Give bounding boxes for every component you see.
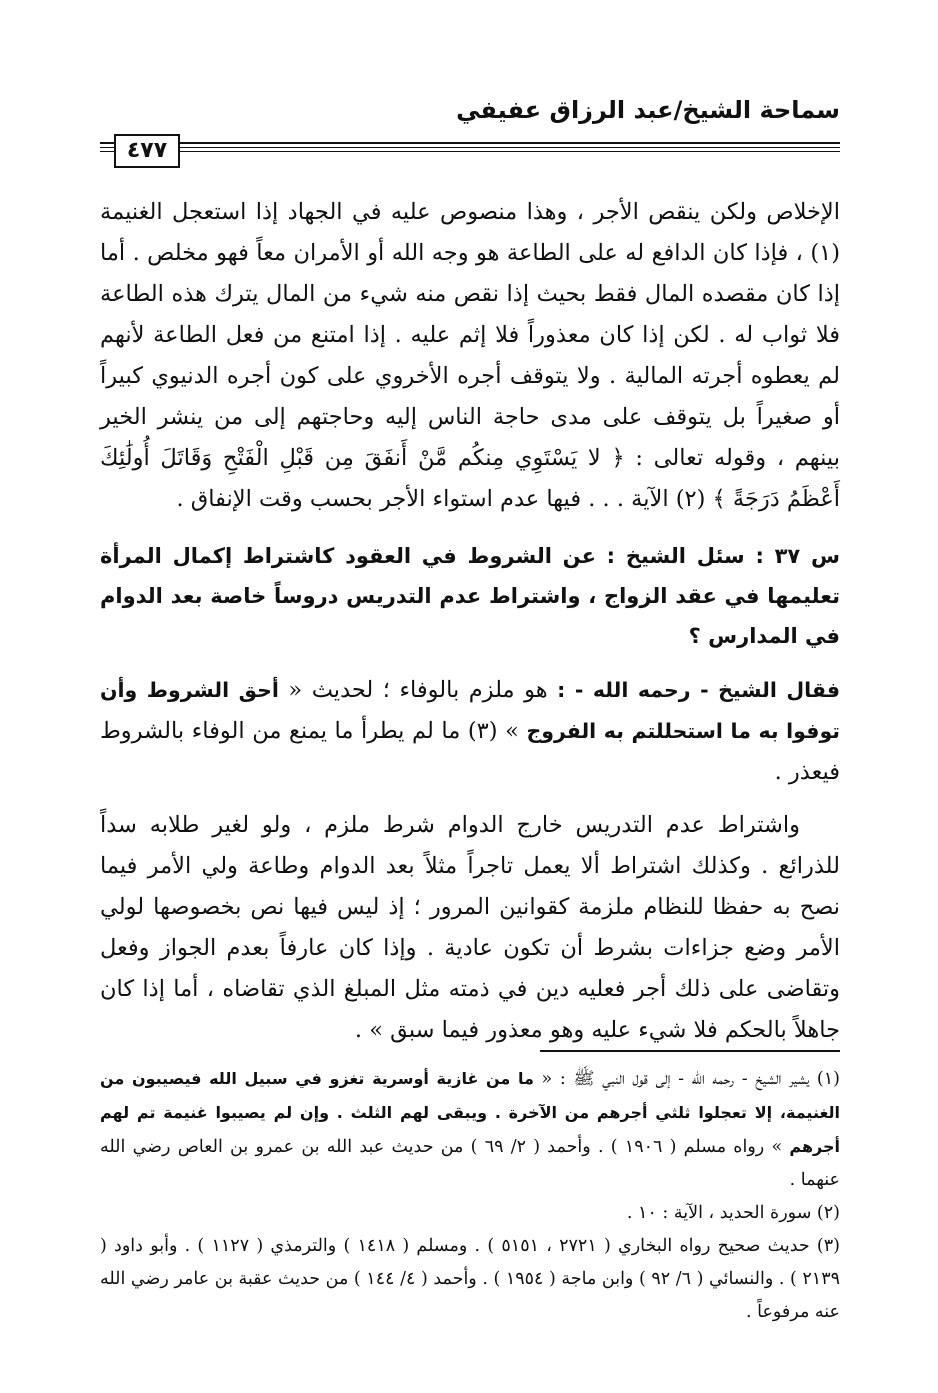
hadith-quote: أحق الشروط وأن توفوا به ما استحللتم به الفروج xyxy=(100,678,840,743)
page-number: ٤٧٧ xyxy=(114,134,180,168)
footnote-1-source: » رواه مسلم ( ١٩٠٦ ) . وأحمد ( ٢/ ٦٩ ) من حديث عبد الله بن عمرو بن العاص رضي الله عنهما . xyxy=(100,1137,840,1190)
footnote-2: (٢) سورة الحديد ، الآية : ١٠ . xyxy=(626,1203,840,1223)
footnote-1-intro: (١) يشير الشيخ - رحمه الله - إلى قول النبي ﷺ : « xyxy=(533,1069,840,1089)
answer-text-1: هو ملزم بالوفاء ؛ لحديث « xyxy=(278,677,558,703)
answer-lead: فقال الشيخ - رحمه الله - : xyxy=(557,678,841,702)
footnote-1-hadith: ما من غازية أوسرية تغزو في سبيل الله فيصيبون من الغنيمة، إلا تعجلوا ثلثي أجرهم من الآخرة . ويبقى لهم الثلث . وإن لم يصيبوا غنيمة تم لهم أجرهم xyxy=(100,1069,840,1156)
answer-text-2: » (٣) ما لم يطرأ ما يمنع من الوفاء بالشروط فيعذر . xyxy=(100,718,840,785)
answer-paragraph xyxy=(100,670,840,793)
paragraph-2: واشتراط عدم التدريس خارج الدوام شرط ملزم ، ولو لغير طلابه سداً للذرائع . وكذلك اشتراط ألا يعمل تاجراً مثلاً بعد الدوام وطاعة ولي الأمر فيما نصح به حفظا للنظام ملزمة كقوانين المرور ؛ إذ ليس فيها نص بخصوصها لولي الأمر وضع جزاءات بشرط أن تكون عادية . وإذا كان عارفاً بعدم الجواز وفعل وتقاضى على ذلك أجر فعليه دين في ذمته مثل المبلغ الذي تقاضاه ، أما إذا كان جاهلاً بالحكم فلا شيء عليه وهو معذور فيما سبق » . xyxy=(100,812,840,1043)
question-37: س ٣٧ : سئل الشيخ : عن الشروط في العقود كاشتراط إكمال المرأة تعليمها في عقد الزواج ، واشتراط عدم التدريس دروساً خاصة بعد الدوام في المدارس ؟ xyxy=(100,544,840,648)
header-rule xyxy=(100,138,840,166)
footnote-1 xyxy=(100,1062,840,1197)
paragraph-1: الإخلاص ولكن ينقص الأجر ، وهذا منصوص عليه في الجهاد إذا استعجل الغنيمة (١) ، فإذا كان الدافع له على الطاعة هو وجه الله أو الأمران معاً فهو مخلص . أما إذا كان مقصده المال فقط بحيث إذا نقص منه شيء من المال يترك هذه الطاعة فلا ثواب له . لكن إذا كان معذوراً فلا إثم عليه . إذا امتنع من فعل الطاعة لأنهم لم يعطوه أجرته المالية . ولا يتوقف أجره الأخروي على كون أجره الدنيوي كبيراً أو صغيراً بل يتوقف على مدى حاجة الناس إليه وحاجتهم إلى من ينشر الخير بينهم ، وقوله تعالى : ﴿ لا يَسْتَوِي مِنكُم مَّنْ أَنفَقَ مِن قَبْلِ الْفَتْحِ وَقَاتَلَ أُولَٰئِكَ أَعْظَمُ دَرَجَةً ﴾ (٢) الآية . . . فيها عدم استواء الأجر بحسب وقت الإنفاق . xyxy=(100,199,840,512)
footnotes xyxy=(100,1062,840,1329)
footnote-3: (٣) حديث صحيح رواه البخاري ( ٢٧٢١ ، ٥١٥١ ) . ومسلم ( ١٤١٨ ) والترمذي ( ١١٢٧ ) . وأبو داود ( ٢١٣٩ ) . والنسائي ( ٦/ ٩٢ ) وابن ماجة ( ١٩٥٤ ) . وأحمد ( ٤/ ١٤٤ ) من حديث عقبة بن عامر رضي الله عنه مرفوعاً . xyxy=(99,1236,840,1322)
footnote-separator xyxy=(540,1050,840,1052)
main-text xyxy=(100,192,840,1051)
rule-line-top xyxy=(100,142,840,144)
running-header-title: سماحة الشيخ/عبد الرزاق عفيفي xyxy=(456,96,840,124)
rule-line-bottom xyxy=(100,151,840,152)
rule-line-middle xyxy=(100,147,840,148)
